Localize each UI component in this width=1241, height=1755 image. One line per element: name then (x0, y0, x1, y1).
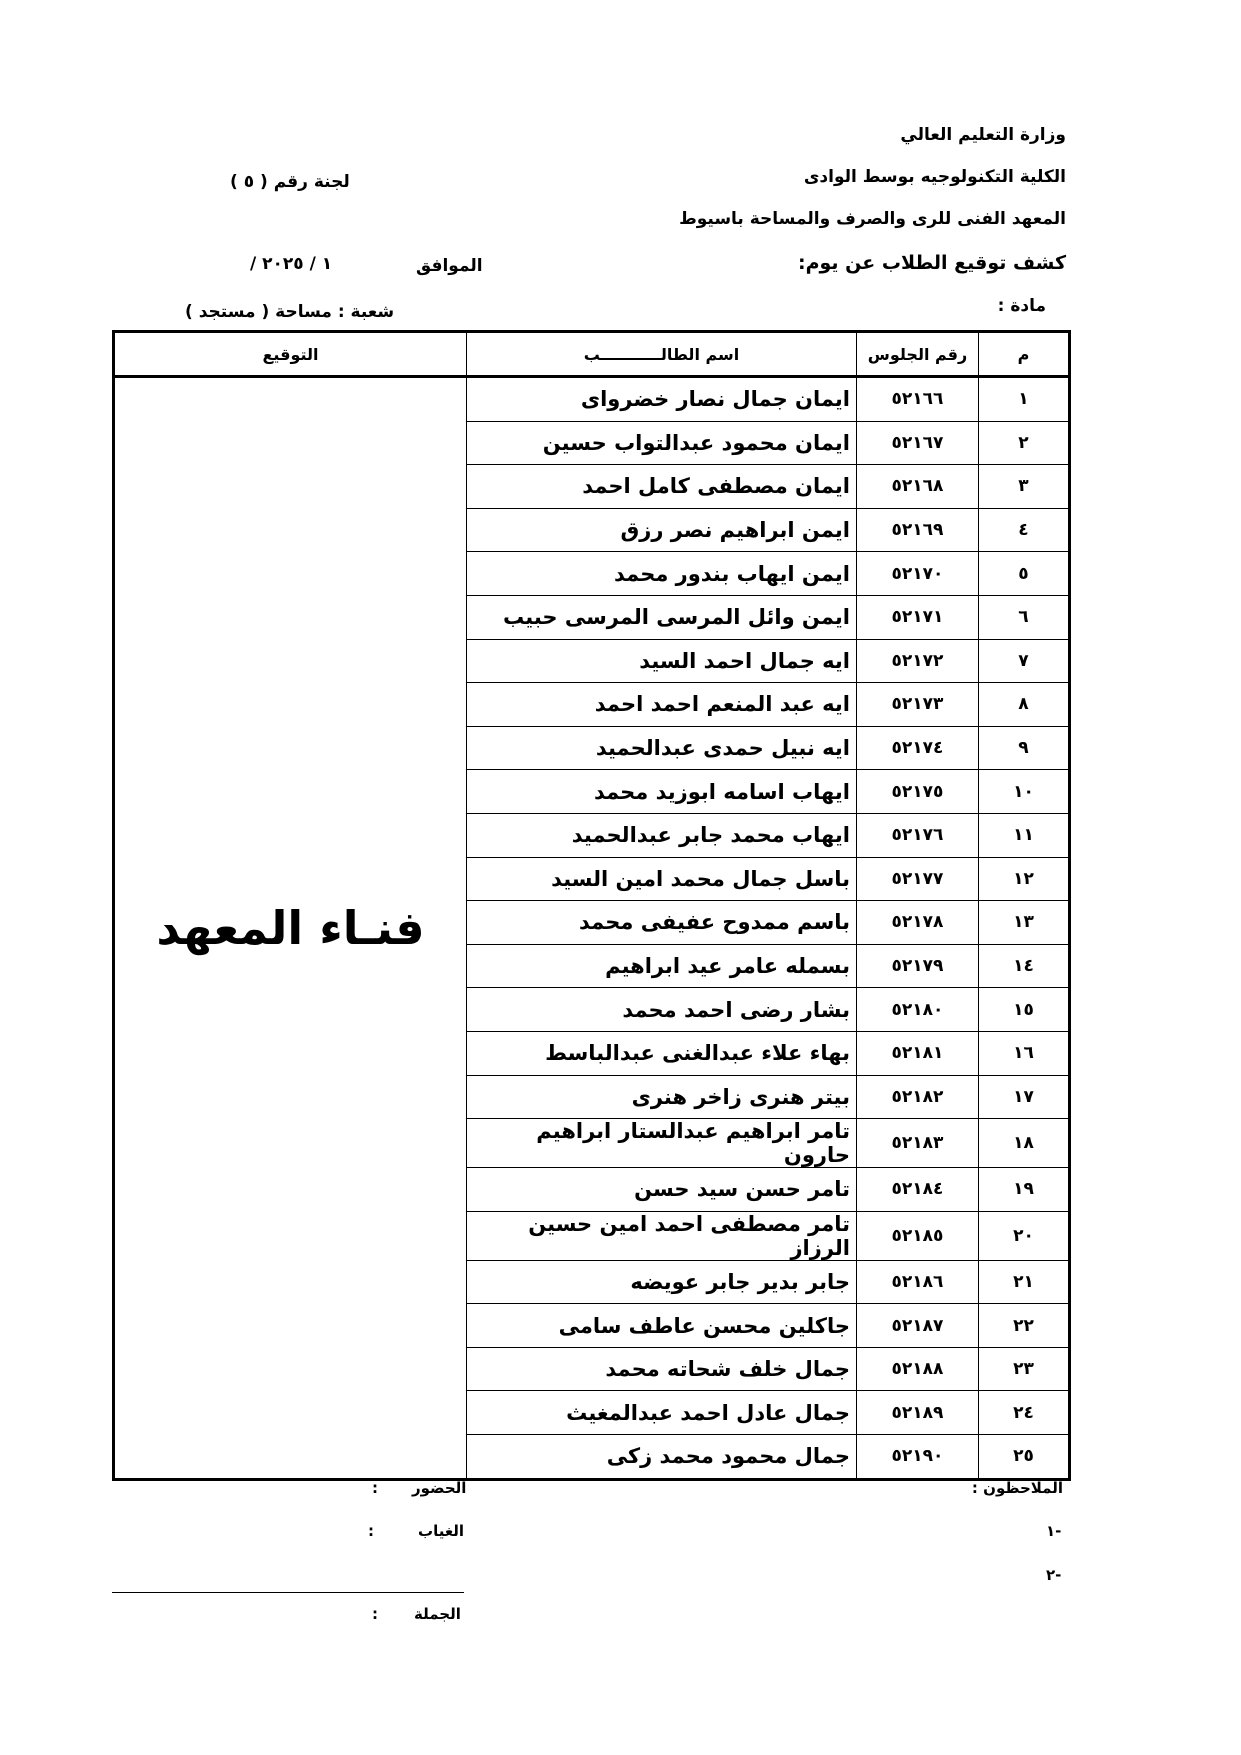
student-name: بهاء علاء عبدالغنى عبدالباسط (467, 1031, 857, 1075)
college-title: الكلية التكنولوجيه بوسط الوادى (803, 167, 1066, 187)
student-name: باسل جمال محمد امين السيد (467, 857, 857, 901)
seat-number: ٥٢١٨٦ (857, 1260, 979, 1304)
row-index: ١٠ (979, 770, 1070, 814)
seat-number: ٥٢١٨٠ (857, 988, 979, 1032)
student-name: ايهاب محمد جابر عبدالحميد (467, 813, 857, 857)
notes-label: الملاحظون : (971, 1479, 1063, 1497)
seat-number: ٥٢١٦٩ (857, 508, 979, 552)
student-name: بسمله عامر عيد ابراهيم (467, 944, 857, 988)
committee-label: لجنة رقم ( ٥ ) (230, 172, 350, 192)
seat-number: ٥٢١٨٣ (857, 1119, 979, 1168)
seat-number: ٥٢١٦٦ (857, 377, 979, 422)
student-name: باسم ممدوح عفيفى محمد (467, 901, 857, 945)
total-colon: : (372, 1605, 378, 1623)
student-name: جاكلين محسن عاطف سامى (467, 1304, 857, 1348)
total-label: الجملة (414, 1605, 461, 1623)
row-index: ١٦ (979, 1031, 1070, 1075)
seat-number: ٥٢١٧٣ (857, 683, 979, 727)
student-name: ايمن وائل المرسى المرسى حبيب (467, 595, 857, 639)
student-name: ايمان محمود عبدالتواب حسين (467, 421, 857, 465)
seat-number: ٥٢١٦٨ (857, 465, 979, 509)
absent-colon: : (368, 1522, 374, 1540)
student-name: تامر حسن سيد حسن (467, 1168, 857, 1212)
student-name: جمال محمود محمد زكى (467, 1435, 857, 1480)
seat-number: ٥٢١٧١ (857, 595, 979, 639)
seat-number: ٥٢١٧٠ (857, 552, 979, 596)
date-label: الموافق (416, 256, 483, 276)
student-name: جمال عادل احمد عبدالمغيث (467, 1391, 857, 1435)
seat-number: ٥٢١٧٨ (857, 901, 979, 945)
col-header-index: م (979, 332, 1070, 377)
row-index: ١١ (979, 813, 1070, 857)
seat-number: ٥٢١٩٠ (857, 1435, 979, 1480)
row-index: ٢٥ (979, 1435, 1070, 1480)
row-index: ٧ (979, 639, 1070, 683)
note-2: ٢- (1046, 1566, 1062, 1584)
student-name: ايه عبد المنعم احمد احمد (467, 683, 857, 727)
table-header (114, 332, 1070, 377)
row-index: ١٥ (979, 988, 1070, 1032)
col-header-signature: التوقيع (114, 332, 467, 377)
seat-number: ٥٢١٧٩ (857, 944, 979, 988)
signature-cell: فنـاء المعهد (114, 377, 467, 1480)
date-value: / ١ / ٢٠٢٥ (250, 254, 333, 274)
student-name: ايهاب اسامه ابوزيد محمد (467, 770, 857, 814)
student-name: جابر بدير جابر عويضه (467, 1260, 857, 1304)
student-name: جمال خلف شحاته محمد (467, 1347, 857, 1391)
seat-number: ٥٢١٨٨ (857, 1347, 979, 1391)
row-index: ٨ (979, 683, 1070, 727)
institute-title: المعهد الفنى للرى والصرف والمساحة باسيوط (679, 209, 1066, 229)
sheet-title: كشف توقيع الطلاب عن يوم: (797, 252, 1066, 274)
row-index: ٥ (979, 552, 1070, 596)
seat-number: ٥٢١٨٢ (857, 1075, 979, 1119)
student-name: ايمان مصطفى كامل احمد (467, 465, 857, 509)
row-index: ١٤ (979, 944, 1070, 988)
present-colon: : (372, 1479, 378, 1497)
seat-number: ٥٢١٧٥ (857, 770, 979, 814)
division-label: شعبة : مساحة ( مستجد ) (185, 302, 395, 322)
student-name: ايمن ابراهيم نصر رزق (467, 508, 857, 552)
student-name: ايمان جمال نصار خضرواى (467, 377, 857, 422)
row-index: ٢٤ (979, 1391, 1070, 1435)
row-index: ٦ (979, 595, 1070, 639)
row-index: ٢٢ (979, 1304, 1070, 1348)
ministry-title: وزارة التعليم العالي (900, 125, 1066, 145)
total-divider (112, 1592, 464, 1593)
row-index: ٣ (979, 465, 1070, 509)
seat-number: ٥٢١٨١ (857, 1031, 979, 1075)
seat-number: ٥٢١٨٤ (857, 1168, 979, 1212)
seat-number: ٥٢١٨٩ (857, 1391, 979, 1435)
row-index: ٢٣ (979, 1347, 1070, 1391)
table-body (114, 377, 1070, 1480)
table-row (114, 377, 1070, 422)
seat-number: ٥٢١٨٧ (857, 1304, 979, 1348)
seat-number: ٥٢١٧٤ (857, 726, 979, 770)
row-index: ٤ (979, 508, 1070, 552)
row-index: ١٣ (979, 901, 1070, 945)
student-name: ايه جمال احمد السيد (467, 639, 857, 683)
student-name: ايه نبيل حمدى عبدالحميد (467, 726, 857, 770)
col-header-name: اسم الطالـــــــــــب (467, 332, 857, 377)
note-1: ١- (1046, 1522, 1062, 1540)
row-index: ٢ (979, 421, 1070, 465)
row-index: ١٩ (979, 1168, 1070, 1212)
seat-number: ٥٢١٧٧ (857, 857, 979, 901)
student-name: تامر مصطفى احمد امين حسين الرزاز (467, 1211, 857, 1260)
absent-label: الغياب (418, 1522, 465, 1540)
student-name: تامر ابراهيم عبدالستار ابراهيم حارون (467, 1119, 857, 1168)
subject-label: مادة : (997, 296, 1046, 316)
row-index: ١٢ (979, 857, 1070, 901)
student-name: ايمن ايهاب بندور محمد (467, 552, 857, 596)
attendance-table (112, 330, 1071, 1481)
student-name: بيتر هنرى زاخر هنرى (467, 1075, 857, 1119)
row-index: ١ (979, 377, 1070, 422)
row-index: ٩ (979, 726, 1070, 770)
seat-number: ٥٢١٧٦ (857, 813, 979, 857)
seat-number: ٥٢١٧٢ (857, 639, 979, 683)
row-index: ٢٠ (979, 1211, 1070, 1260)
row-index: ٢١ (979, 1260, 1070, 1304)
col-header-seat: رقم الجلوس (857, 332, 979, 377)
row-index: ١٨ (979, 1119, 1070, 1168)
seat-number: ٥٢١٦٧ (857, 421, 979, 465)
seat-number: ٥٢١٨٥ (857, 1211, 979, 1260)
present-label: الحضور (412, 1479, 467, 1497)
student-name: بشار رضى احمد محمد (467, 988, 857, 1032)
row-index: ١٧ (979, 1075, 1070, 1119)
